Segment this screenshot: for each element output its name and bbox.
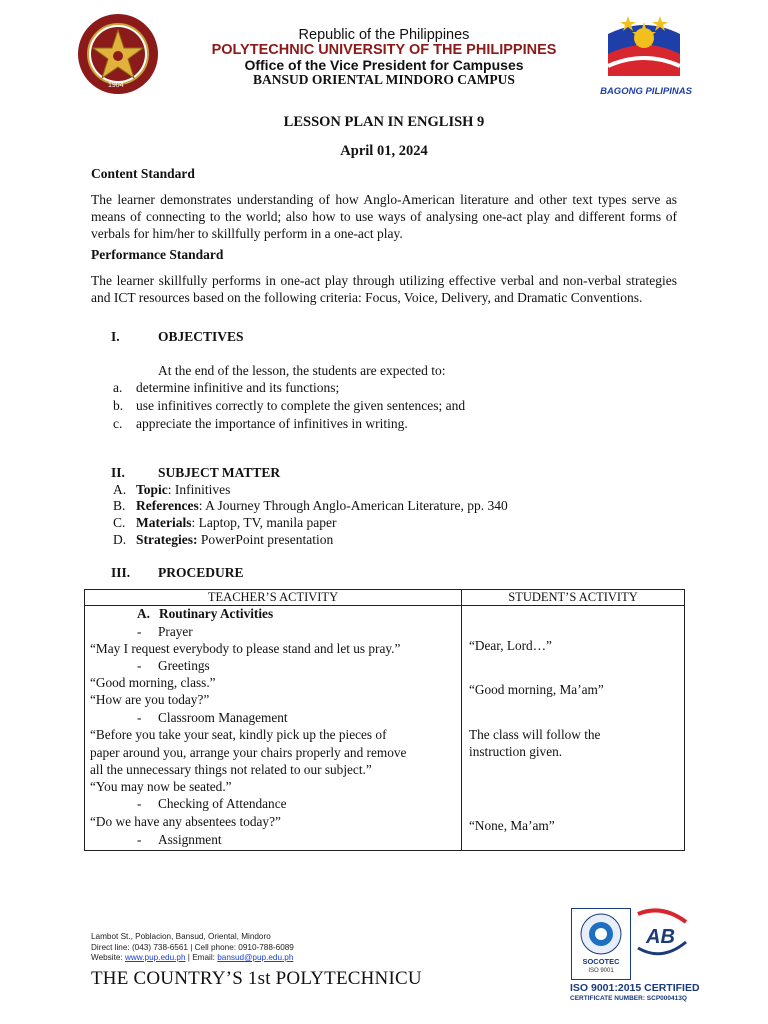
procedure-numeral: III.	[111, 565, 131, 580]
footer-motto: THE COUNTRY’S 1st POLYTECHNICU	[91, 968, 422, 989]
objective-marker: c.	[113, 416, 123, 431]
certificate-number: CERTIFICATE NUMBER: SCP000413Q	[570, 995, 687, 1002]
subject-value: PowerPoint presentation	[197, 532, 334, 547]
dash: -	[137, 796, 142, 811]
teacher-activity-cell	[85, 606, 462, 851]
objective-marker: a.	[113, 380, 123, 395]
dash: -	[137, 624, 142, 639]
objectives-intro: At the end of the lesson, the students are expected to:	[158, 363, 446, 378]
socotec-logo	[571, 908, 631, 980]
assignment-label: Assignment	[158, 832, 222, 847]
subject-value: : A Journey Through Anglo-American Literature, pp. 340	[198, 498, 508, 513]
lesson-date: April 01, 2024	[340, 143, 428, 159]
subject-value: : Laptop, TV, manila paper	[191, 515, 337, 530]
greet-line: “How are you today?”	[90, 692, 210, 707]
cm-line: “You may now be seated.”	[90, 779, 232, 794]
student-response: “Good morning, Ma’am”	[469, 682, 604, 697]
objective-item: use infinitives correctly to complete the given sentences; and	[136, 398, 466, 413]
greet-line: “Good morning, class.”	[90, 675, 216, 690]
cm-line: all the unnecessary things not related to our subject.”	[90, 762, 372, 777]
student-response: “None, Ma’am”	[469, 818, 555, 833]
subject-label: Strategies:	[136, 532, 198, 547]
footer-contact	[91, 932, 294, 964]
student-response: instruction given.	[469, 744, 563, 759]
jab-logo	[634, 908, 690, 978]
classroom-mgmt-label: Classroom Management	[158, 710, 288, 725]
footer-phones: Direct line: (043) 738-6561 | Cell phone: 0910-788-6089	[91, 942, 294, 952]
dash: -	[137, 658, 142, 673]
subject-marker: C.	[113, 515, 126, 530]
subject-value: : Infinitives	[167, 482, 231, 497]
prayer-line: “May I request everybody to please stand and let us pray.”	[90, 641, 401, 656]
email-link[interactable]: bansud@pup.edu.ph	[217, 953, 294, 962]
attendance-line: “Do we have any absentees today?”	[90, 814, 281, 829]
content-standard-text: The learner demonstrates understanding of how Anglo-American literature and other text types serve as means of connecting to the world; also how to use ways of analysing one-act play and different forms of verbals for him/her to skillfully perform in a one-act play.	[91, 192, 677, 241]
subject-marker: A.	[113, 482, 127, 497]
website-link[interactable]: www.pup.edu.ph	[124, 953, 186, 962]
subject-matter-heading: SUBJECT MATTER	[158, 465, 281, 480]
footer-web-email	[91, 953, 294, 964]
subject-label: References	[136, 498, 199, 513]
subject-label: Topic	[136, 482, 168, 497]
subject-item	[113, 532, 333, 548]
student-col-header: STUDENT’S ACTIVITY	[462, 590, 685, 606]
subject-item	[113, 515, 336, 531]
attendance-label: Checking of Attendance	[158, 796, 287, 811]
subject-label: Materials	[136, 515, 192, 530]
objective-item: determine infinitive and its functions;	[136, 380, 340, 395]
objective-item: appreciate the importance of infinitives in writing.	[136, 416, 408, 431]
student-activity-cell	[462, 606, 685, 851]
procedure-table	[84, 589, 685, 851]
performance-standard-heading: Performance Standard	[91, 247, 224, 262]
performance-standard-text: The learner skillfully performs in one-act play through utilizing effective verbal and non-verbal strategies and ICT resources based on the following criteria: Focus, Voice, Delivery, and Dramatic Conventions.	[91, 273, 677, 305]
objectives-heading: OBJECTIVES	[158, 329, 244, 344]
greetings-label: Greetings	[158, 658, 210, 673]
objectives-numeral: I.	[111, 329, 120, 344]
bagong-pilipinas-text: BAGONG PILIPINAS	[600, 86, 692, 97]
student-response: “Dear, Lord…”	[469, 638, 552, 653]
cm-line: “Before you take your seat, kindly pick up the pieces of	[90, 727, 387, 742]
website-label: Website:	[91, 953, 125, 962]
teacher-col-header: TEACHER’S ACTIVITY	[85, 590, 462, 606]
university-name: POLYTECHNIC UNIVERSITY OF THE PHILIPPINES	[211, 42, 557, 58]
office-line: Office of the Vice President for Campuses	[244, 57, 524, 73]
objective-marker: b.	[113, 398, 124, 413]
republic-line: Republic of the Philippines	[298, 27, 470, 43]
subject-matter-numeral: II.	[111, 465, 125, 480]
prayer-label: Prayer	[158, 624, 193, 639]
dash: -	[137, 832, 142, 847]
iso-certified: ISO 9001:2015 CERTIFIED	[570, 982, 700, 994]
section-title: Routinary Activities	[159, 606, 274, 621]
dash: -	[137, 710, 142, 725]
email-label: | Email:	[185, 953, 218, 962]
subject-marker: B.	[113, 498, 126, 513]
socotec-label: SOCOTEC	[582, 957, 620, 966]
campus-line: BANSUD ORIENTAL MINDORO CAMPUS	[253, 72, 515, 87]
ab-label: AB	[646, 926, 675, 948]
subject-item	[113, 498, 508, 514]
student-response: The class will follow the	[469, 727, 601, 742]
seal-year: 1904	[108, 82, 124, 89]
subject-marker: D.	[113, 532, 127, 547]
content-standard-heading: Content Standard	[91, 166, 195, 181]
footer-address: Lambot St., Poblacion, Bansud, Oriental, Mindoro	[91, 932, 271, 941]
page-title: LESSON PLAN IN ENGLISH 9	[283, 114, 485, 130]
subject-item	[113, 482, 230, 498]
cm-line: paper around you, arrange your chairs properly and remove	[90, 745, 407, 760]
socotec-iso: ISO 9001	[588, 968, 614, 974]
section-marker: A.	[137, 606, 150, 621]
procedure-heading: PROCEDURE	[158, 565, 244, 580]
